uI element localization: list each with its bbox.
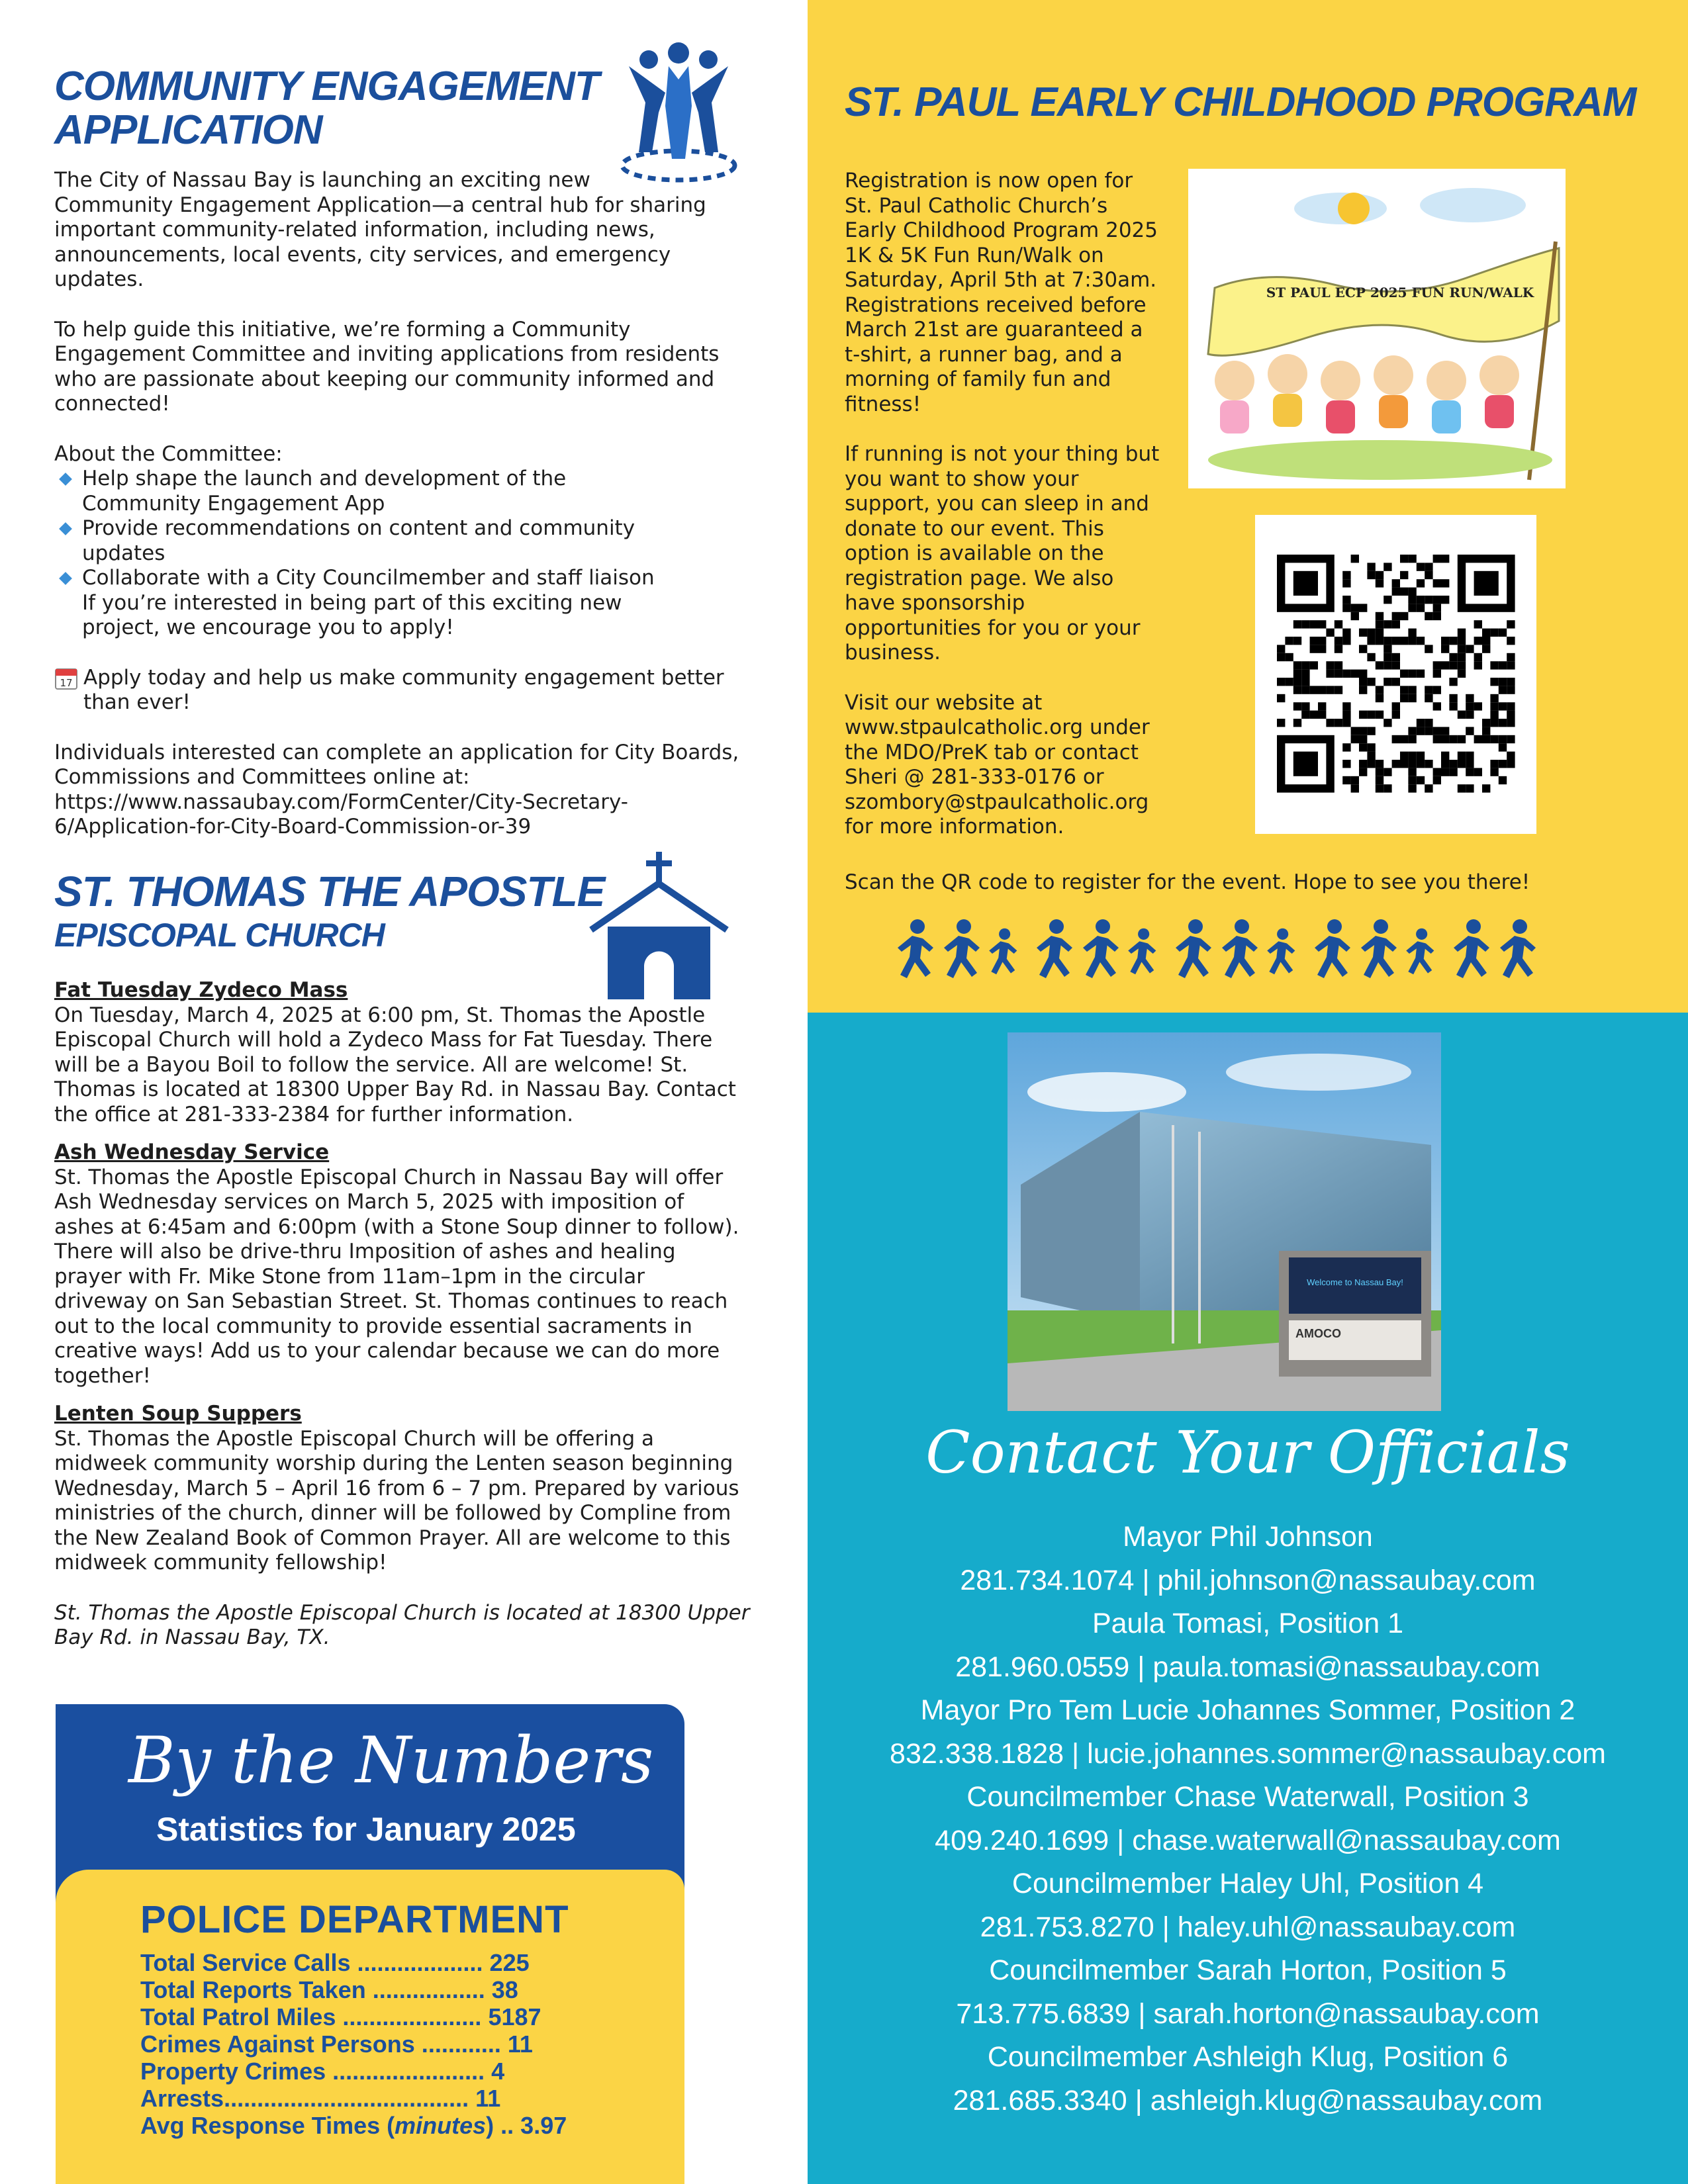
event-block (54, 1140, 789, 1388)
st-thomas-title-line2: EPISCOPAL CHURCH (54, 917, 385, 954)
runner-icon (944, 919, 980, 978)
st-thomas-title-line1: ST. THOMAS THE APOSTLE (54, 868, 605, 915)
runners-row (886, 913, 1548, 993)
runner-icon (1315, 919, 1350, 978)
st-paul-para3[interactable]: Visit our website at www.stpaulcatholic.org under the MDO/PreK tab or contact Sheri @ 281-333-0176 or szombory@stpaulcatholic.org for more information. (845, 690, 1150, 839)
stat-row (140, 2003, 567, 2030)
official-name: Mayor Phil Johnson (1123, 1521, 1373, 1553)
apply-text: Apply today and help us make community engagement better than ever! (83, 665, 724, 714)
st-paul-title: ST. PAUL EARLY CHILDHOOD PROGRAM (845, 79, 1636, 125)
runner-icon (898, 919, 933, 978)
st-thomas-events (54, 978, 789, 1651)
stat-row (140, 2058, 567, 2085)
official-name: Councilmember Sarah Horton, Position 5 (989, 1954, 1507, 1986)
community-engagement-title-line2: APPLICATION (54, 107, 322, 153)
st-paul-section (808, 0, 1688, 1013)
diamond-bullet-icon (59, 522, 72, 535)
svg-text:17: 17 (60, 676, 73, 689)
runner-icon (989, 929, 1017, 974)
stat-label: Property Crimes ....................... (140, 2058, 485, 2085)
left-column (0, 0, 808, 2184)
runner-icon (1037, 919, 1072, 978)
stat-row (140, 2112, 567, 2139)
runner-icon (1222, 919, 1258, 978)
official-name: Councilmember Ashleigh Klug, Position 6 (987, 2041, 1509, 2073)
official-contact[interactable]: 832.338.1828 | lucie.johannes.sommer@nassaubay.com (890, 1737, 1606, 1770)
sign-welcome-text: Welcome to Nassau Bay! (1307, 1277, 1403, 1287)
official-contact[interactable]: 713.775.6839 | sarah.horton@nassaubay.com (956, 1997, 1540, 2030)
community-engagement-body (54, 168, 782, 840)
event-text: St. Thomas the Apostle Episcopal Church will be offering a midweek community worship during the Lenten season beginning Wednesday, March 5 – April 16 from 6 – 7 pm. Prepared by various ministries of the church, dinner will be followed by Compline from the New Zealand Book of Common Prayer. All are welcome to this midweek community fellowship! (54, 1426, 739, 1574)
stat-label: Total Service Calls ................... (140, 1949, 483, 1976)
stat-label: Crimes Against Persons ............ (140, 2030, 501, 2058)
official-name: Councilmember Haley Uhl, Position 4 (1011, 1868, 1484, 1899)
runner-icon (1361, 919, 1397, 978)
stat-row (140, 1949, 567, 1976)
official-contact[interactable]: 409.240.1699 | chase.waterwall@nassaubay.com (935, 1824, 1561, 1856)
stat-value: 3.97 (520, 2112, 567, 2139)
stat-value: 5187 (488, 2003, 541, 2030)
event-text: St. Thomas the Apostle Episcopal Church in Nassau Bay will offer Ash Wednesday services on March 5, 2025 with imposition of ashes at 6:45am and 6:00pm (with a Stone Soup dinner to follow). There will also be drive-thru Imposition of ashes and healing prayer with Fr. Mike Stone from 11am–1pm in the circular driveway on San Sebastian Street. St. Thomas continues to reach out to the local community to provide essential sacraments in creative ways! Add us to your calendar because we can do more together! (54, 1165, 739, 1388)
committee-bullet (54, 516, 782, 566)
official-name: Mayor Pro Tem Lucie Johannes Sommer, Position 2 (920, 1694, 1575, 1726)
stat-label: Total Patrol Miles ..................... (140, 2003, 482, 2030)
fun-run-banner-text: ST PAUL ECP 2025 FUN RUN/WALK (1266, 285, 1534, 300)
runner-icon (1500, 919, 1536, 978)
scan-qr-text: Scan the QR code to register for the event. Hope to see you there! (845, 870, 1530, 894)
qr-code-icon[interactable] (1255, 515, 1536, 834)
runner-icon (1267, 929, 1295, 974)
about-committee-label: About the Committee: (54, 441, 283, 466)
official-name: Paula Tomasi, Position 1 (1092, 1608, 1404, 1639)
event-block (54, 978, 789, 1127)
calendar-icon (54, 666, 78, 690)
stat-value: 38 (491, 1976, 518, 2003)
st-paul-body (845, 169, 1189, 840)
committee-bullet-text: Collaborate with a City Councilmember and staff liaison If you’re interested in being part of this exciting new project, we encourage you to apply! (82, 566, 655, 639)
stat-value: 225 (489, 1949, 530, 1976)
st-thomas-title (54, 868, 624, 956)
community-engagement-title (54, 65, 650, 152)
community-engagement-intro: The City of Nassau Bay is launching an exciting new Community Engagement Application—a central hub for sharing important community-related information, including news, announcements, local events, city services, and emergency updates. (54, 168, 706, 291)
runner-icon (1406, 929, 1434, 974)
committee-bullet (54, 566, 782, 641)
police-stats-list (140, 1949, 567, 2139)
diamond-bullet-icon (59, 473, 72, 486)
diamond-bullet-icon (59, 572, 72, 585)
stat-row (140, 2030, 567, 2058)
stat-value: 4 (491, 2058, 505, 2085)
stat-label-pre: Avg Response Times ( (140, 2112, 395, 2139)
event-heading: Ash Wednesday Service (54, 1140, 330, 1164)
runner-icon (1454, 919, 1489, 978)
st-thomas-location-note: St. Thomas the Apostle Episcopal Church is located at 18300 Upper Bay Rd. in Nassau Bay, TX. (54, 1600, 750, 1649)
officials-list (808, 1516, 1688, 2122)
contact-officials-title: Contact Your Officials (925, 1418, 1570, 1486)
contact-officials-section (808, 1013, 1688, 2184)
stat-label-post: ) .. (486, 2112, 514, 2139)
stat-label: Arrests..................................... (140, 2085, 469, 2112)
stat-label-em: minutes (395, 2112, 487, 2139)
runner-icon (1083, 919, 1119, 978)
fun-run-art (1188, 169, 1566, 488)
runner-icon (1176, 919, 1211, 978)
stat-value: 11 (475, 2085, 501, 2112)
police-stats-panel (56, 1870, 684, 2184)
city-hall-photo (1008, 1032, 1441, 1411)
by-the-numbers-title: By the Numbers (128, 1723, 654, 1797)
apply-row (54, 666, 782, 715)
official-name: Councilmember Chase Waterwall, Position 3 (966, 1781, 1529, 1813)
event-block (54, 1402, 789, 1576)
committee-paragraph: To help guide this initiative, we’re forming a Community Engagement Committee and inviting applications from residents who are passionate about keeping our community informed and connected! (54, 317, 720, 416)
committee-bullet-text: Help shape the launch and development of the Community Engagement App (82, 467, 567, 516)
by-the-numbers-subtitle: Statistics for January 2025 (156, 1811, 576, 1848)
sign-logo-text: AMOCO (1295, 1327, 1341, 1340)
stat-row (140, 2085, 567, 2112)
stat-label: Total Reports Taken ................. (140, 1976, 485, 2003)
event-text: On Tuesday, March 4, 2025 at 6:00 pm, St. Thomas the Apostle Episcopal Church will hold a Zydeco Mass for Fat Tuesday. There will be a Bayou Boil to follow the service. All are welcome! St. Thomas is located at 18300 Upper Bay Rd. in Nassau Bay. Contact the office at 281-333-2384 for further information. (54, 1003, 736, 1126)
event-heading: Lenten Soup Suppers (54, 1402, 302, 1426)
by-the-numbers-panel (56, 1704, 684, 2184)
official-contact[interactable]: 281.753.8270 | haley.uhl@nassaubay.com (980, 1911, 1516, 1943)
community-engagement-title-line1: COMMUNITY ENGAGEMENT (54, 64, 599, 109)
st-paul-para2: If running is not your thing but you want to show your support, you can sleep in and donate to our event. This option is available on the registration page. We also have sponsorship opportunities for you or your business. (845, 442, 1160, 664)
online-application-text[interactable]: Individuals interested can complete an application for City Boards, Commissions and Committees online at: https://www.nassaubay.com/FormCenter/City-Secretary- 6/Application-for-City-Board-Commission-or-39 (54, 740, 739, 839)
committee-bullet (54, 467, 782, 516)
police-department-heading: POLICE DEPARTMENT (140, 1898, 569, 1941)
st-paul-para1: Registration is now open for St. Paul Catholic Church’s Early Childhood Program 2025 1K & 5K Fun Run/Walk on Saturday, April 5th at 7:30am. Registrations received before March 21st are guaranteed a t-shirt, a runner bag, and a morning of family fun and fitness! (845, 169, 1158, 416)
official-contact[interactable]: 281.685.3340 | ashleigh.klug@nassaubay.com (953, 2084, 1543, 2116)
fun-run-illustration (1188, 169, 1566, 488)
runner-icon (1128, 929, 1156, 974)
stat-value: 11 (507, 2030, 533, 2058)
stat-row (140, 1976, 567, 2003)
people-group-icon (609, 40, 748, 185)
event-heading: Fat Tuesday Zydeco Mass (54, 978, 348, 1002)
official-contact[interactable]: 281.960.0559 | paula.tomasi@nassaubay.com (955, 1651, 1540, 1683)
official-contact[interactable]: 281.734.1074 | phil.johnson@nassaubay.com (960, 1564, 1536, 1596)
committee-bullet-text: Provide recommendations on content and community updates (82, 516, 635, 565)
